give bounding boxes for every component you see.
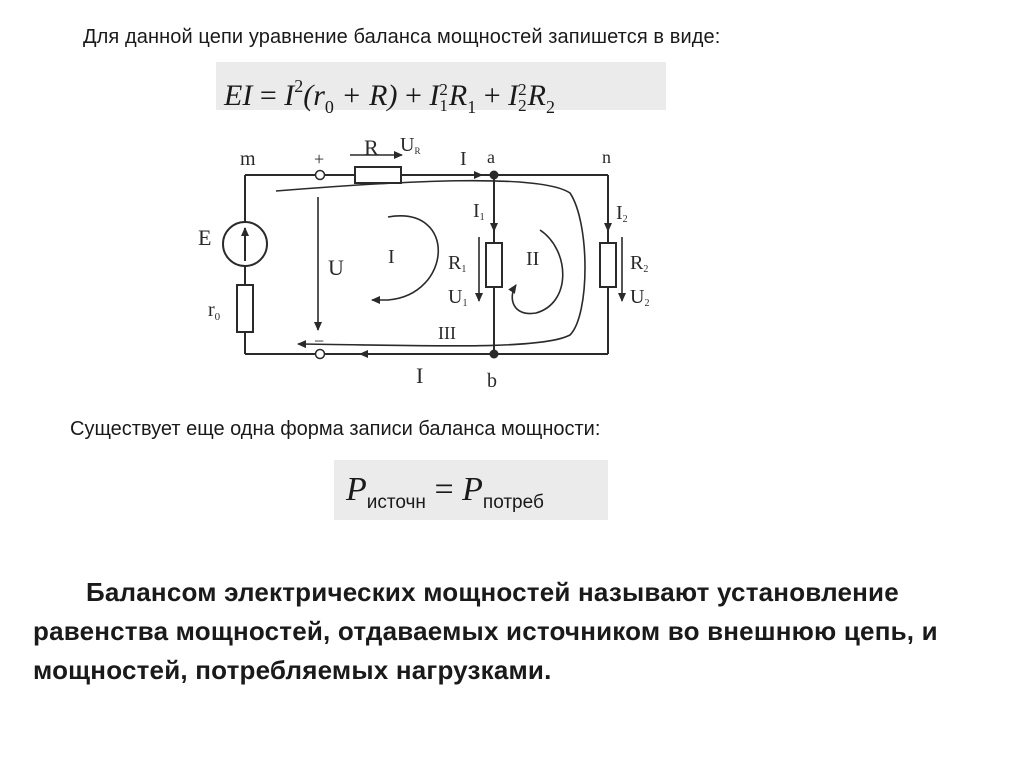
eq-term3-exp: 2 (518, 80, 527, 100)
eq-term1-args: (r (303, 79, 325, 112)
eq-plus2: + (483, 79, 501, 112)
label-R: R (364, 135, 379, 160)
eq-plus1: + (404, 79, 422, 112)
terminal-plus (316, 171, 325, 180)
eq-lhs: EI (224, 79, 253, 112)
eq2-sign: = (434, 471, 454, 508)
resistor-r0 (237, 285, 253, 332)
label-source-E: E (198, 225, 212, 250)
eq-term2-sub: 1 (439, 96, 448, 116)
label-I2: I2 (616, 202, 628, 225)
eq-term2-r: R (448, 79, 468, 112)
power-balance-equation (216, 62, 666, 117)
eq-term2-exp: 2 (439, 80, 448, 100)
eq-term2-rsub: 1 (467, 97, 477, 117)
resistor-R2 (600, 243, 616, 287)
eq-term1: I (284, 79, 295, 112)
node-a-dot (490, 171, 499, 180)
eq2-lhs-sub: источн (366, 492, 426, 513)
label-R1: R1 (448, 252, 467, 275)
eq-term3-rsub: 2 (545, 97, 555, 117)
resistor-R (355, 167, 401, 183)
eq-term3-sub: 2 (518, 96, 527, 116)
label-plus: + (314, 149, 325, 169)
eq2-lhs: P (346, 471, 367, 508)
eq-term1-rest: + R) (333, 79, 398, 112)
label-current-top: I (460, 148, 467, 170)
label-U2: U2 (630, 286, 650, 309)
eq-term3-r: R (527, 79, 546, 112)
eq-term1-exp: 2 (294, 76, 304, 96)
node-b-dot (490, 350, 499, 359)
label-UR: UR (400, 134, 421, 156)
label-node-n: n (602, 147, 611, 167)
label-loop-II: II (526, 248, 540, 270)
eq-term3-supsub (518, 82, 527, 114)
label-node-b: b (487, 370, 497, 392)
label-U: U (328, 255, 344, 280)
eq-term3: I (508, 79, 519, 112)
label-r0: $r_0$ (208, 299, 221, 323)
circuit-diagram (190, 125, 660, 395)
eq2-rhs: P (462, 471, 483, 508)
label-minus: − (314, 331, 325, 351)
eq-term2: I (429, 79, 440, 112)
power-balance-alt-equation (334, 460, 608, 520)
label-R2: R2 (630, 252, 649, 275)
label-node-a: a (487, 147, 495, 167)
label-node-m: m (240, 148, 256, 170)
label-U1: U1 (448, 286, 468, 309)
eq2-rhs-sub: потреб (482, 492, 544, 513)
circuit-wires (245, 175, 608, 354)
label-current-bottom: I (416, 363, 424, 388)
label-I1: I1 (473, 200, 485, 223)
label-loop-III: III (438, 323, 456, 343)
eq-term2-supsub (439, 82, 448, 114)
intro-text: Для данной цепи уравнение баланса мощностей запишется в виде: (83, 26, 721, 48)
eq-sign: = (259, 79, 277, 112)
alt-form-text: Существует еще одна форма записи баланса мощности: (70, 418, 601, 440)
resistor-R1 (486, 243, 502, 287)
label-loop-I: I (388, 246, 395, 268)
eq-term1-sub: 0 (324, 97, 334, 117)
definition-paragraph: Балансом электрических мощностей называют установление равенства мощностей, отдаваемых источником во внешнюю цепь, и мощностей, потребляемых нагрузками. (33, 577, 938, 685)
